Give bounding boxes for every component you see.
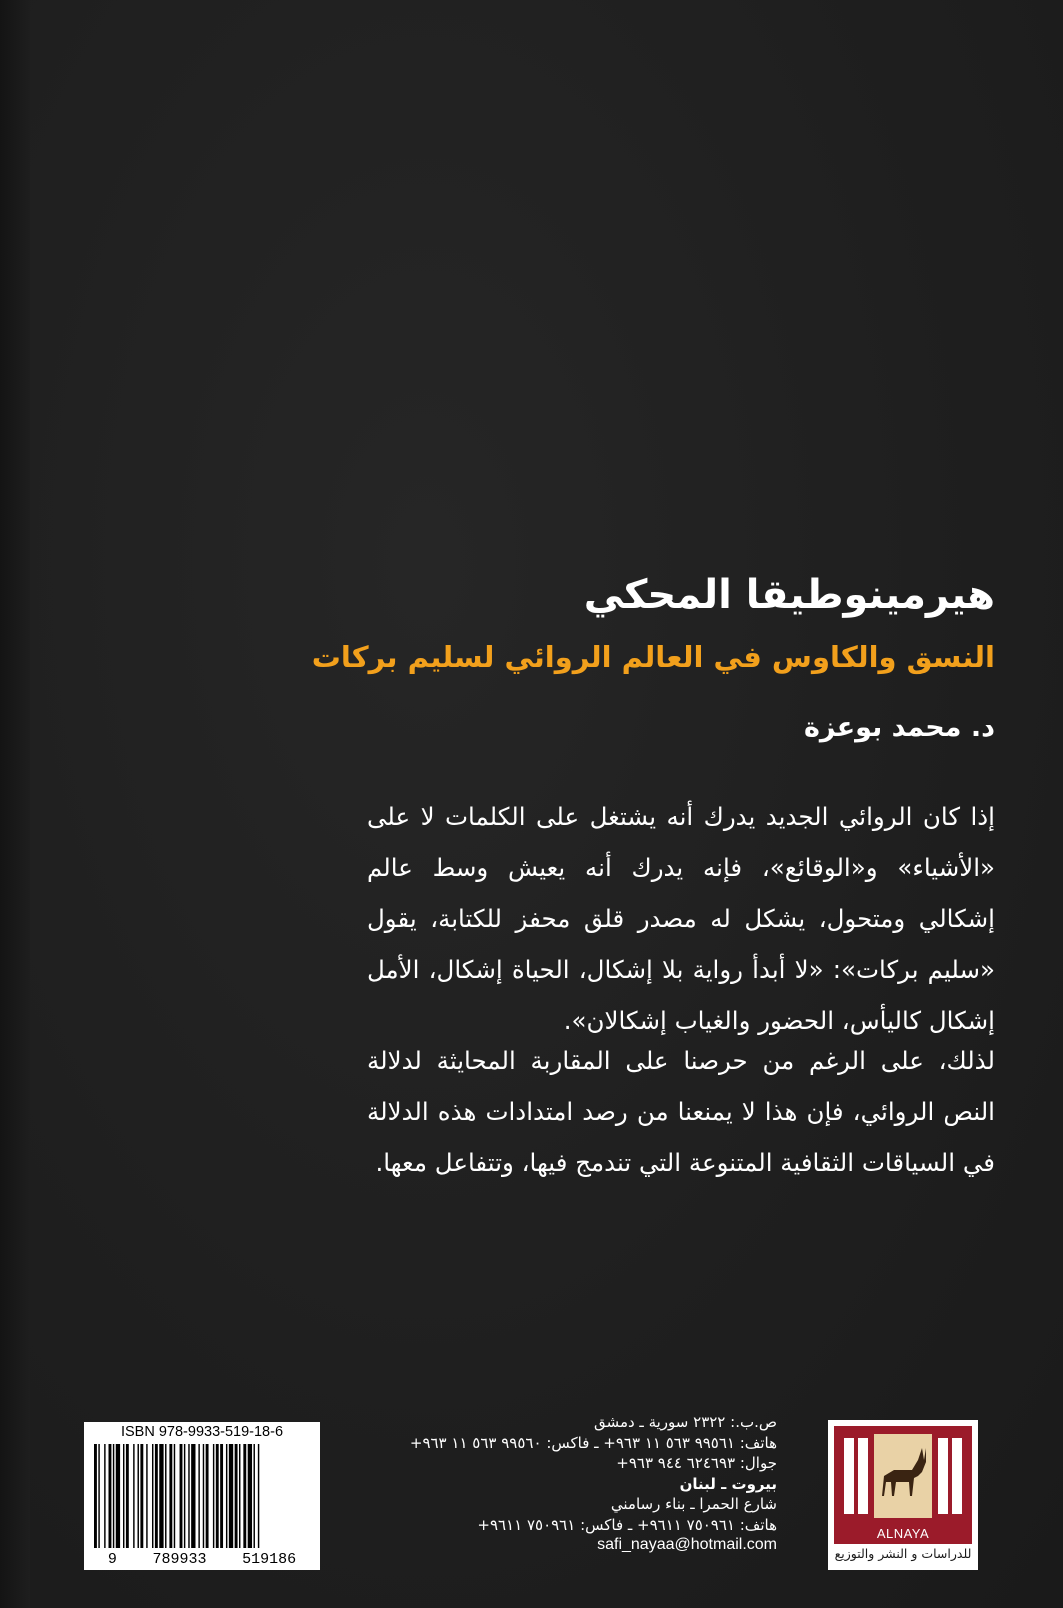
gazelle-icon [834,1426,972,1526]
contact-line: هاتف: ٧٥٠٩٦١ ٩٦١١+ ـ فاكس: ٧٥٠٩٦١ ٩٦١١+ [477,1515,777,1534]
barcode-bar [126,1444,129,1548]
barcode-bar [254,1444,255,1548]
barcode-bar [152,1444,153,1548]
contact-line: شارع الحمرا ـ بناء رسامني [610,1495,777,1513]
blurb-paragraph: إذا كان الروائي الجديد يدرك أنه يشتغل على الكلمات لا على «الأشياء» و«الوقائع»، فإنه يدرك أنه يعيش وسط عالم إشكالي ومتحول، يشكل له مصدر قلق محفز للكتابة، يقول «سليم بركات»: «لا أبدأ رواية بلا إشكال، الحياة إشكال، الأمل إشكال كاليأس، الحضور والغياب إشكالان». [367,802,995,1035]
barcode-bar [138,1444,139,1548]
barcode-bars [94,1444,310,1548]
barcode-bar [98,1444,99,1548]
contact-line: ص.ب.: ٢٣٢٢ سورية ـ دمشق [594,1413,777,1431]
barcode-bar [146,1444,147,1548]
book-title: هيرمينوطيقا المحكي [583,572,995,618]
barcode-bar [206,1444,209,1548]
barcode-bar [174,1444,175,1548]
barcode-bar [169,1444,172,1548]
barcode-digits [84,1551,320,1568]
book-author: د. محمد بوعزة [803,712,995,743]
book-subtitle: النسق والكاوس في العالم الروائي لسليم بركات [311,640,995,674]
barcode-digit-group: 789933 [152,1551,207,1568]
barcode-bar [140,1444,143,1548]
isbn-barcode [84,1422,320,1570]
logo-name: ALNAYA [876,1526,930,1541]
barcode-bar [123,1444,124,1548]
barcode-bar [184,1444,185,1548]
barcode-bar [191,1444,195,1548]
barcode-bar [198,1444,199,1548]
publisher-email: safi_nayaa@hotmail.com [597,1536,777,1553]
spine-edge [0,0,30,1608]
barcode-bar [165,1444,166,1548]
barcode-digit-group: 9 [107,1551,117,1568]
barcode-bar [216,1444,219,1548]
barcode-bar [203,1444,204,1548]
barcode-bar [258,1444,259,1548]
logo-tagline: للدراسات و النشر والتوزيع [834,1546,972,1561]
publisher-contact [357,1412,777,1556]
barcode-bar [226,1444,227,1548]
barcode-bar [113,1444,114,1548]
contact-line: هاتف: ٩٩٥٦١ ٥٦٣ ١١ ٩٦٣+ ـ فاكس: ٩٩٥٦٠ ٥٦٣ ١١ ٩٦٣+ [409,1433,777,1452]
barcode-bar [213,1444,214,1548]
barcode-bar [239,1444,240,1548]
barcode-bar [109,1444,112,1548]
barcode-bar [159,1444,163,1548]
barcode-bar [133,1444,134,1548]
contact-line: بيروت ـ لبنان [679,1474,777,1493]
barcode-bar [243,1444,246,1548]
barcode-bar [188,1444,189,1548]
barcode-bar [248,1444,252,1548]
isbn-label: ISBN 978-9933-519-18-6 [120,1424,284,1440]
publisher-logo [828,1420,978,1570]
barcode-digit-group: 519186 [242,1551,297,1568]
barcode-bar [116,1444,120,1548]
barcode-bar [229,1444,233,1548]
barcode-bar [155,1444,158,1548]
logo-panel [834,1426,972,1544]
blurb-paragraph: لذلك، على الرغم من حرصنا على المقاربة المحايثة لدلالة النص الروائي، فإن هذا لا يمنعنا من رصد امتدادات هذه الدلالة في السياقات الثقافية المتنوعة التي تندمج فيها، وتتفاعل معها. [367,1046,995,1177]
barcode-bar [94,1444,97,1548]
barcode-bar [220,1444,223,1548]
contact-line: جوال: ٦٢٤٦٩٣ ٩٤٤ ٩٦٣+ [616,1454,777,1472]
barcode-bar [180,1444,183,1548]
barcode-bar [104,1444,105,1548]
barcode-bar [235,1444,238,1548]
